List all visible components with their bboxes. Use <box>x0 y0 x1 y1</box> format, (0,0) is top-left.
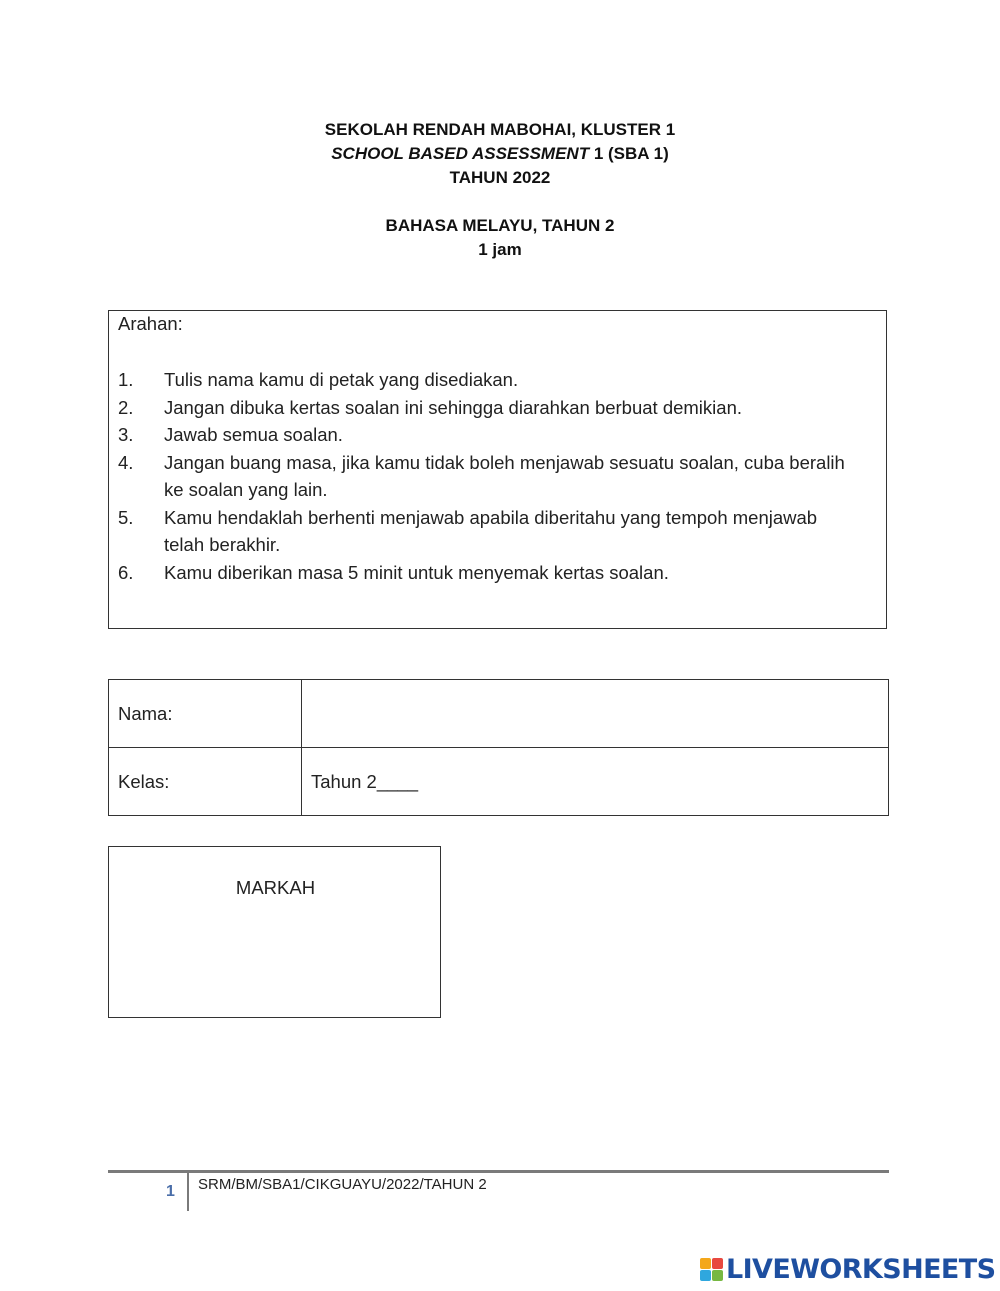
assessment-title <box>0 142 1000 166</box>
name-label: Nama: <box>109 680 302 748</box>
assessment-title-italic: SCHOOL BASED ASSESSMENT <box>331 144 590 163</box>
instruction-item <box>118 559 858 587</box>
exam-year: TAHUN 2022 <box>449 168 551 187</box>
subject-title: BAHASA MELAYU, TAHUN 2 <box>385 216 615 235</box>
instruction-number: 3. <box>118 424 134 445</box>
subject-header <box>0 214 1000 262</box>
instruction-number: 1. <box>118 369 134 390</box>
assessment-title-rest: 1 (SBA 1) <box>589 144 669 163</box>
instructions-list <box>118 366 858 586</box>
instruction-text: Tulis nama kamu di petak yang disediakan. <box>164 369 519 390</box>
footer-code: SRM/BM/SBA1/CIKGUAYU/2022/TAHUN 2 <box>198 1176 487 1193</box>
class-row <box>109 748 889 816</box>
instruction-text: Jangan buang masa, jika kamu tidak boleh menjawab sesuatu soalan, cuba beralih ke soalan yang lain. <box>164 451 845 500</box>
liveworksheets-mark-icon <box>700 1258 724 1282</box>
footer-divider <box>108 1170 889 1173</box>
instruction-item <box>118 449 858 504</box>
class-label: Kelas: <box>109 748 302 816</box>
exam-duration: 1 jam <box>478 240 522 259</box>
student-info-table <box>108 679 889 816</box>
instruction-item <box>118 421 858 449</box>
instruction-item <box>118 366 858 394</box>
instruction-text: Jangan dibuka kertas soalan ini sehingga diarahkan berbuat demikian. <box>164 396 742 418</box>
instructions-box <box>108 310 887 629</box>
instruction-number: 5. <box>118 506 134 528</box>
page-number: 1 <box>166 1183 175 1200</box>
instruction-number: 6. <box>118 561 134 583</box>
name-field[interactable] <box>302 680 889 748</box>
marks-label: MARKAH <box>235 877 316 898</box>
liveworksheets-logo[interactable] <box>700 1256 995 1284</box>
instruction-text: Jawab semua soalan. <box>164 424 343 445</box>
instructions-title: Arahan: <box>118 313 183 334</box>
instruction-text: Kamu hendaklah berhenti menjawab apabila diberitahu yang tempoh menjawab telah berakhir. <box>164 506 818 555</box>
instruction-number: 4. <box>118 451 134 473</box>
school-name: SEKOLAH RENDAH MABOHAI, KLUSTER 1 <box>324 120 676 139</box>
instruction-item <box>118 504 858 559</box>
marks-box <box>108 846 441 1018</box>
instruction-item <box>118 394 858 422</box>
liveworksheets-wordmark: LIVEWORKSHEETS <box>726 1254 996 1285</box>
exam-header <box>0 118 1000 190</box>
name-row <box>109 680 889 748</box>
instruction-number: 2. <box>118 396 134 418</box>
instruction-text: Kamu diberikan masa 5 minit untuk menyemak kertas soalan. <box>164 561 669 583</box>
footer-vertical-divider <box>187 1173 189 1211</box>
class-field[interactable]: Tahun 2____ <box>302 748 889 816</box>
